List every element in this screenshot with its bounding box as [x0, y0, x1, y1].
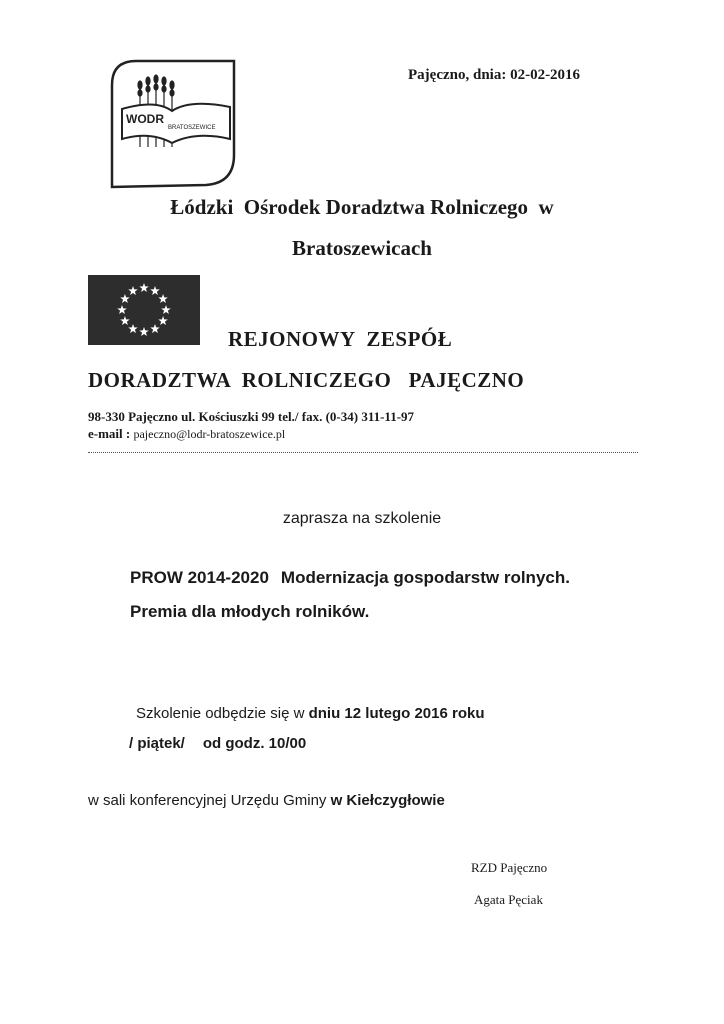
date-prefix: Szkolenie odbędzie się w — [136, 705, 309, 722]
training-topic-line2: Premia dla młodych rolników. — [130, 602, 370, 621]
training-venue-row — [88, 792, 445, 809]
eu-flag-icon — [88, 275, 200, 345]
training-time: od godz. 10/00 — [202, 735, 307, 752]
logo-text-main: WODR — [126, 112, 164, 126]
logo-text-sub: BRATOSZEWICE — [168, 125, 216, 131]
email-label: e-mail : — [88, 426, 131, 441]
team-title-line2: DORADZTWA ROLNICZEGO PAJĘCZNO — [88, 368, 525, 392]
invitation-intro: zaprasza na szkolenie — [282, 510, 442, 527]
wodr-logo — [106, 55, 240, 189]
organization-location: Bratoszewicach — [292, 236, 432, 260]
place-date: Pajęczno, dnia: 02-02-2016 — [408, 67, 581, 83]
training-topic-line1 — [130, 568, 570, 588]
topic-program: PROW 2014-2020 — [130, 568, 269, 587]
date-value: dniu 12 lutego 2016 roku — [308, 705, 485, 722]
organization-name: Łódzki Ośrodek Doradztwa Rolniczego w — [170, 195, 554, 219]
contact-email-row — [88, 426, 285, 442]
training-date-row — [136, 705, 485, 722]
email-value: pajeczno@lodr-bratoszewice.pl — [133, 427, 286, 441]
signature-unit: RZD Pajęczno — [471, 860, 548, 875]
training-time-row — [129, 735, 306, 752]
contact-address: 98-330 Pajęczno ul. Kościuszki 99 tel./ fax. (0-34) 311-11-97 — [88, 409, 415, 424]
team-title-line1: REJONOWY ZESPÓŁ — [228, 327, 453, 351]
topic-title: Modernizacja gospodarstw rolnych. — [280, 568, 570, 587]
training-day: / piątek/ — [129, 735, 185, 752]
venue-prefix: w sali konferencyjnej Urzędu Gminy — [88, 792, 331, 809]
dotted-divider — [88, 452, 638, 453]
signature-person: Agata Pęciak — [474, 892, 543, 907]
venue-place: w Kiełczygłowie — [330, 792, 445, 809]
